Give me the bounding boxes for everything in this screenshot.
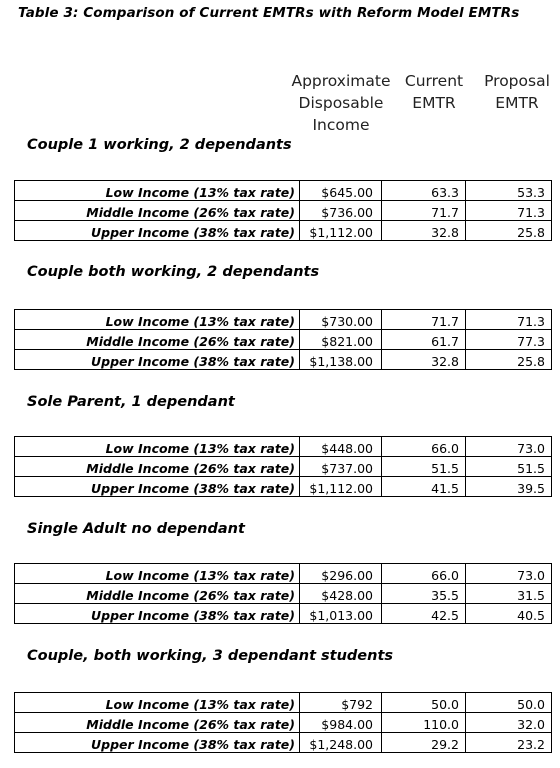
header-disposable-line-1: Approximate (291, 72, 391, 90)
row-label: Middle Income (26% tax rate) (15, 584, 300, 604)
table-row (15, 564, 552, 584)
emtr-table (14, 436, 552, 497)
emtr-table (14, 563, 552, 624)
row-label: Low Income (13% tax rate) (15, 693, 300, 713)
table-row (15, 350, 552, 370)
proposal-emtr-cell: 51.5 (466, 457, 552, 477)
proposal-emtr-cell: 50.0 (466, 693, 552, 713)
section-title: Single Adult no dependant (27, 521, 245, 537)
table-row (15, 181, 552, 201)
current-emtr-cell: 61.7 (382, 330, 466, 350)
header-current-line-1: Current (404, 72, 464, 90)
current-emtr-cell: 50.0 (382, 693, 466, 713)
header-proposal-line-1: Proposal (484, 72, 550, 90)
current-emtr-cell: 66.0 (382, 437, 466, 457)
header-current-emtr (400, 70, 468, 114)
row-label: Low Income (13% tax rate) (15, 564, 300, 584)
row-label: Upper Income (38% tax rate) (15, 733, 300, 753)
row-label: Upper Income (38% tax rate) (15, 350, 300, 370)
table-row (15, 201, 552, 221)
income-cell: $428.00 (300, 584, 382, 604)
row-label: Middle Income (26% tax rate) (15, 201, 300, 221)
income-cell: $730.00 (300, 310, 382, 330)
table-row (15, 221, 552, 241)
income-cell: $984.00 (300, 713, 382, 733)
proposal-emtr-cell: 77.3 (466, 330, 552, 350)
header-proposal-emtr (478, 70, 556, 114)
header-proposal-line-2: EMTR (495, 94, 539, 112)
current-emtr-cell: 42.5 (382, 604, 466, 624)
emtr-table (14, 692, 552, 753)
income-cell: $736.00 (300, 201, 382, 221)
proposal-emtr-cell: 53.3 (466, 181, 552, 201)
table-row (15, 477, 552, 497)
income-cell: $645.00 (300, 181, 382, 201)
proposal-emtr-cell: 39.5 (466, 477, 552, 497)
row-label: Low Income (13% tax rate) (15, 437, 300, 457)
header-current-line-2: EMTR (412, 94, 456, 112)
row-label: Upper Income (38% tax rate) (15, 477, 300, 497)
row-label: Middle Income (26% tax rate) (15, 330, 300, 350)
table-row (15, 604, 552, 624)
income-cell: $296.00 (300, 564, 382, 584)
current-emtr-cell: 35.5 (382, 584, 466, 604)
row-label: Middle Income (26% tax rate) (15, 713, 300, 733)
table-row (15, 310, 552, 330)
table-row (15, 437, 552, 457)
emtr-table (14, 180, 552, 241)
row-label: Upper Income (38% tax rate) (15, 604, 300, 624)
current-emtr-cell: 71.7 (382, 310, 466, 330)
section-title: Couple, both working, 3 dependant students (27, 648, 394, 664)
current-emtr-cell: 32.8 (382, 221, 466, 241)
proposal-emtr-cell: 32.0 (466, 713, 552, 733)
current-emtr-cell: 110.0 (382, 713, 466, 733)
row-label: Low Income (13% tax rate) (15, 181, 300, 201)
header-disposable-line-2: Disposable (298, 94, 384, 112)
income-cell: $1,112.00 (300, 221, 382, 241)
page-title: Table 3: Comparison of Current EMTRs with Reform Model EMTRs (18, 5, 520, 21)
section-title: Couple both working, 2 dependants (27, 264, 320, 280)
section-title: Couple 1 working, 2 dependants (27, 137, 292, 153)
current-emtr-cell: 71.7 (382, 201, 466, 221)
income-cell: $1,138.00 (300, 350, 382, 370)
header-disposable-line-3: Income (312, 116, 370, 134)
proposal-emtr-cell: 40.5 (466, 604, 552, 624)
current-emtr-cell: 29.2 (382, 733, 466, 753)
income-cell: $448.00 (300, 437, 382, 457)
table-row (15, 584, 552, 604)
proposal-emtr-cell: 71.3 (466, 310, 552, 330)
current-emtr-cell: 66.0 (382, 564, 466, 584)
income-cell: $1,248.00 (300, 733, 382, 753)
current-emtr-cell: 32.8 (382, 350, 466, 370)
proposal-emtr-cell: 71.3 (466, 201, 552, 221)
table-row (15, 713, 552, 733)
table-row (15, 733, 552, 753)
row-label: Low Income (13% tax rate) (15, 310, 300, 330)
current-emtr-cell: 51.5 (382, 457, 466, 477)
proposal-emtr-cell: 25.8 (466, 221, 552, 241)
header-disposable-income (283, 70, 399, 136)
proposal-emtr-cell: 31.5 (466, 584, 552, 604)
current-emtr-cell: 41.5 (382, 477, 466, 497)
section-title: Sole Parent, 1 dependant (27, 394, 235, 410)
income-cell: $792 (300, 693, 382, 713)
proposal-emtr-cell: 73.0 (466, 437, 552, 457)
table-row (15, 457, 552, 477)
row-label: Upper Income (38% tax rate) (15, 221, 300, 241)
current-emtr-cell: 63.3 (382, 181, 466, 201)
income-cell: $821.00 (300, 330, 382, 350)
income-cell: $737.00 (300, 457, 382, 477)
income-cell: $1,112.00 (300, 477, 382, 497)
income-cell: $1,013.00 (300, 604, 382, 624)
proposal-emtr-cell: 73.0 (466, 564, 552, 584)
row-label: Middle Income (26% tax rate) (15, 457, 300, 477)
table-row (15, 693, 552, 713)
emtr-table (14, 309, 552, 370)
proposal-emtr-cell: 23.2 (466, 733, 552, 753)
table-row (15, 330, 552, 350)
proposal-emtr-cell: 25.8 (466, 350, 552, 370)
